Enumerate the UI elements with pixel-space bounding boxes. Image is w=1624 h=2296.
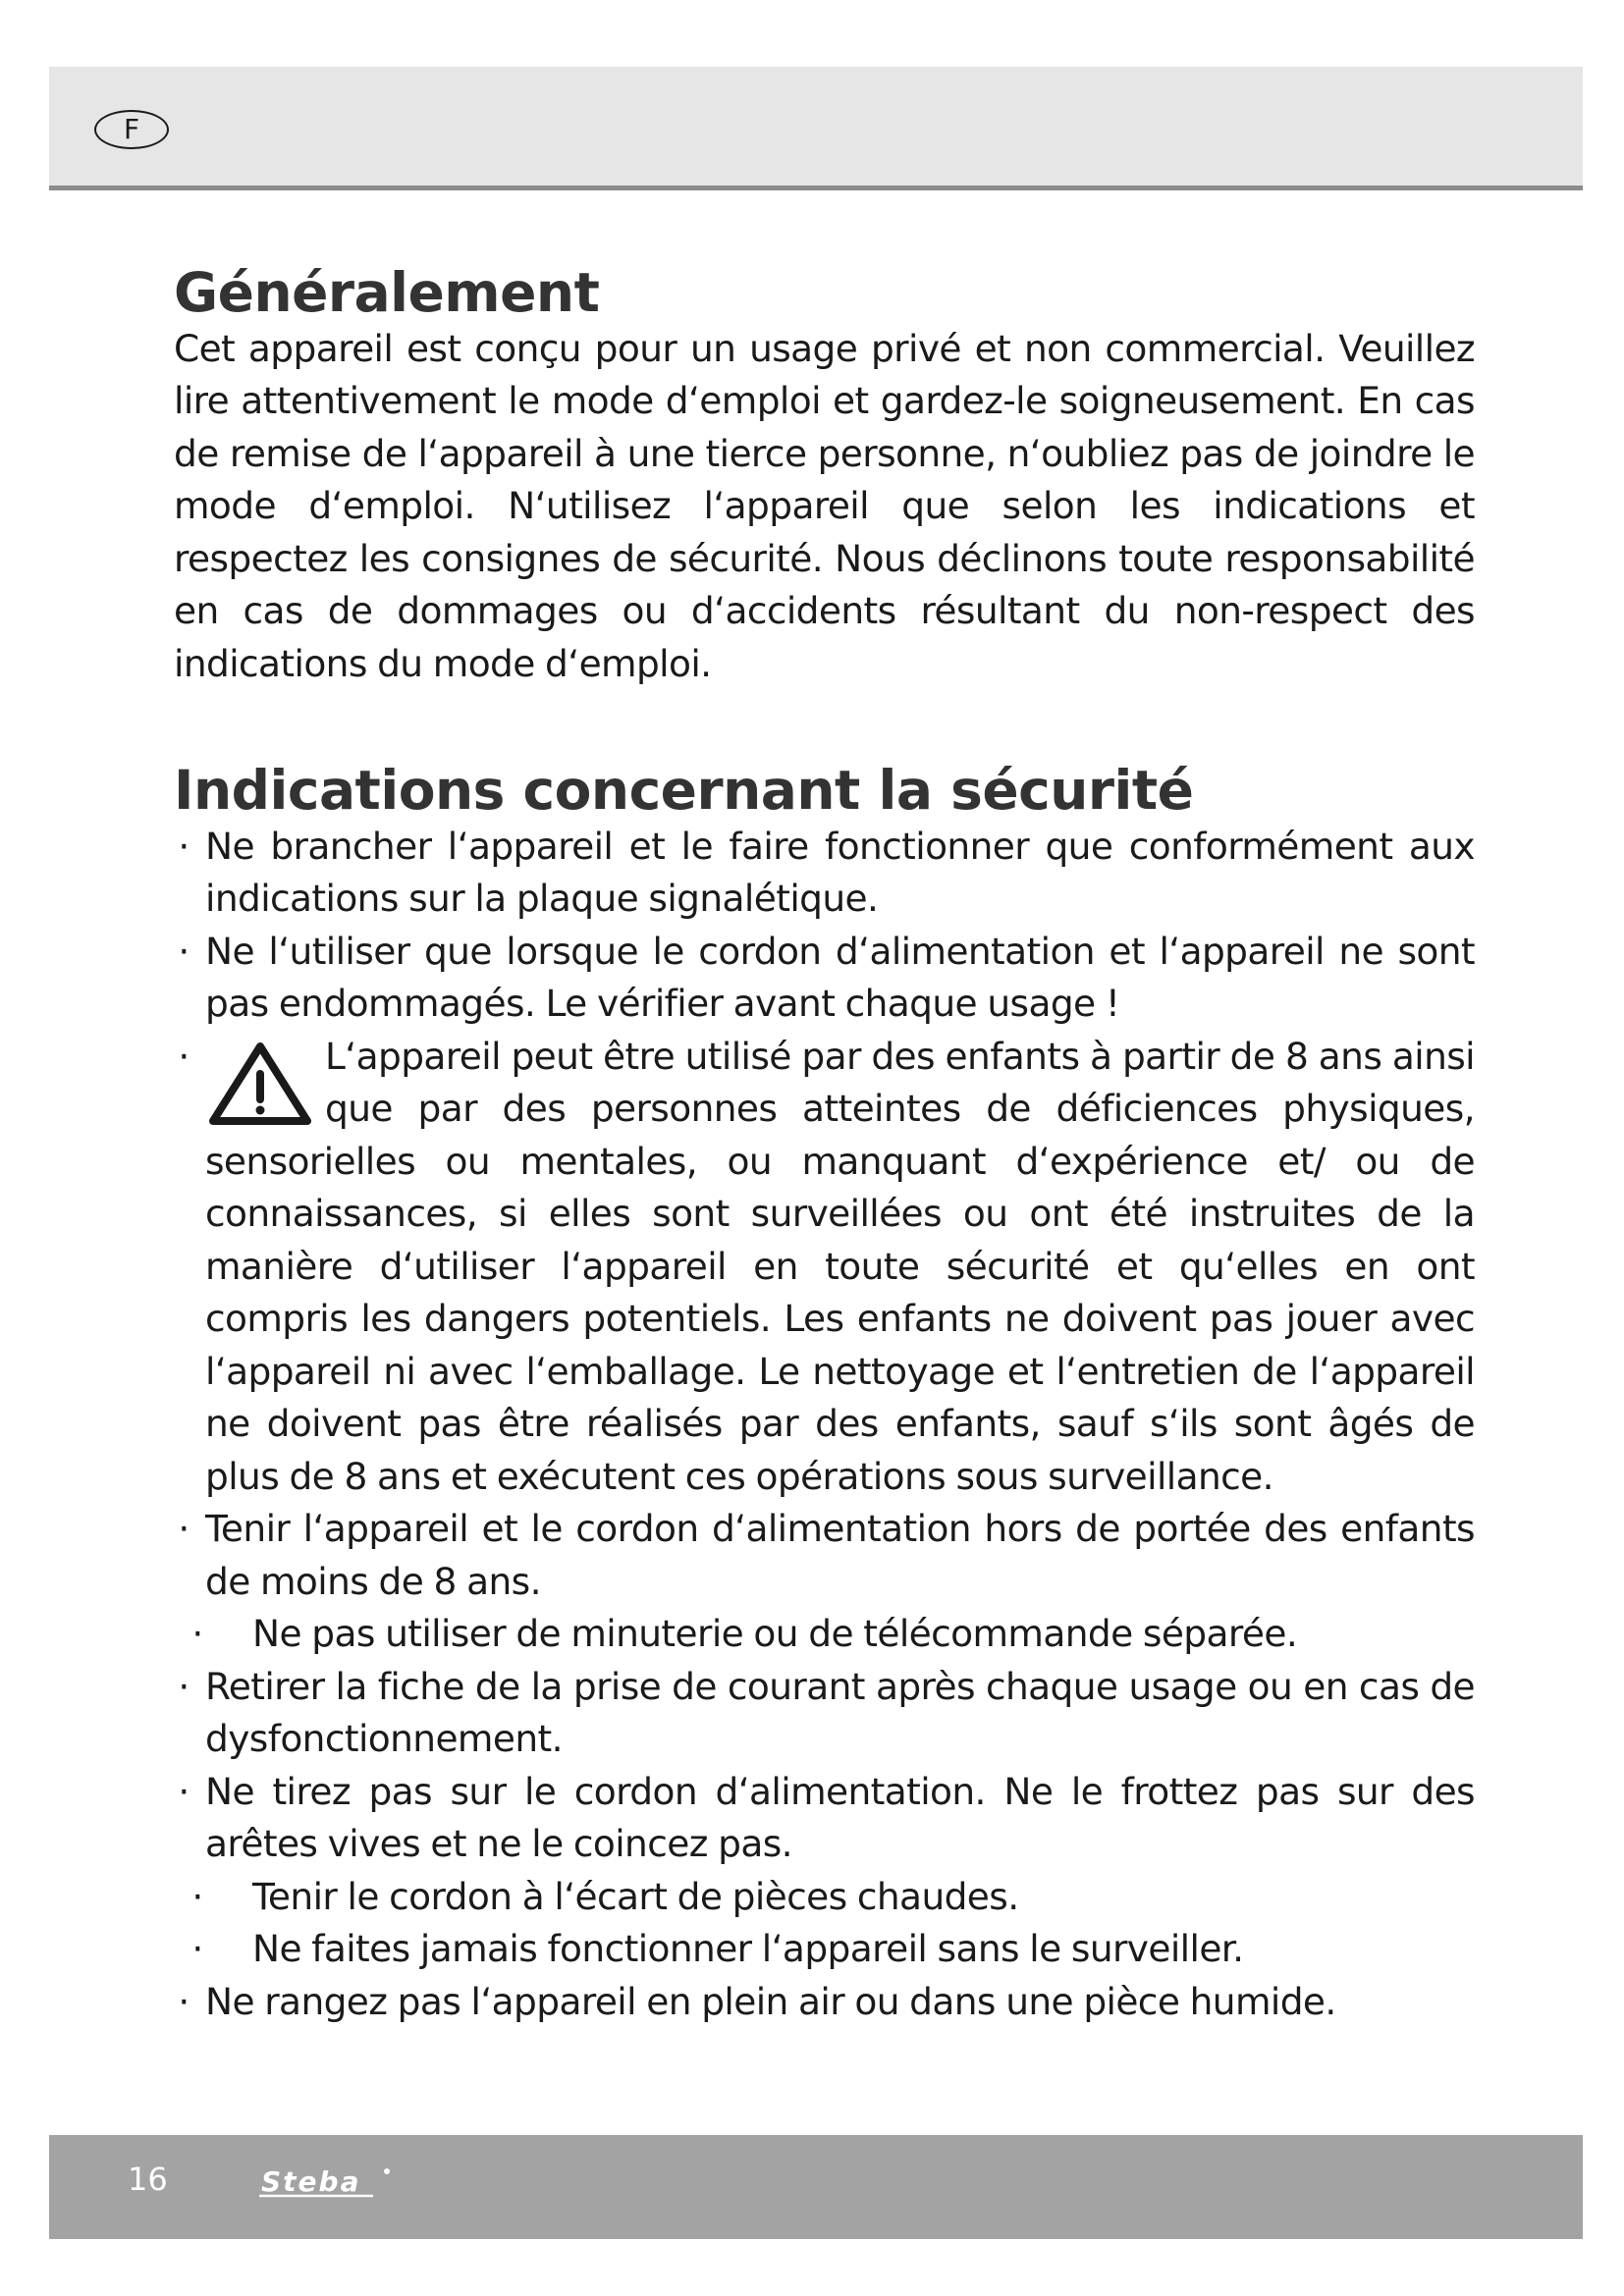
list-item: · Ne rangez pas l‘appareil en plein air ou dans une pièce humide. <box>174 1976 1475 2029</box>
section-safety <box>174 761 1475 2028</box>
list-item: · Ne l‘utiliser que lorsque le cordon d‘alimentation et l‘appareil ne sont pas endommagés. Le vérifier avant chaque usage ! <box>174 926 1475 1031</box>
header-bar <box>49 67 1583 190</box>
bullet-icon: · <box>178 1507 189 1550</box>
page-content <box>174 263 1475 2028</box>
bullet-icon: · <box>191 1927 203 1970</box>
section-general-text: Cet appareil est conçu pour un usage privé et non commercial. Veuillez lire attentivement le mode d‘emploi et gardez-le soigneusement. En cas de remise de l‘appareil à une tierce personne, n‘oubliez pas de joindre le mode d‘emploi. N‘utilisez l‘appareil que selon les indications et respectez les consignes de sécurité. Nous déclinons toute responsabilité en cas de dommages ou d‘accidents résultant du non-respect des indications du mode d‘emploi. <box>174 326 1475 685</box>
list-item: · Ne pas utiliser de minuterie ou de télécommande séparée. <box>174 1608 1475 1661</box>
warning-triangle-icon <box>205 1041 315 1129</box>
list-item: · Retirer la fiche de la prise de courant après chaque usage ou en cas de dysfonctionnement. <box>174 1661 1475 1766</box>
brand-logo <box>257 2163 414 2203</box>
bullet-icon: · <box>178 1034 189 1078</box>
list-item: · L‘appareil peut être utilisé par des enfants à partir de 8 ans ainsi que par des personnes atteintes de déficiences physiques, sensorielles ou mentales, ou manquant d‘expérience et/ ou de connaissances, si elles sont surveillées ou ont été instruites de la manière d‘utiliser l‘appareil en toute sécurité et qu‘elles en ont compris les dangers potentiels. Les enfants ne doivent pas jouer avec l‘appareil ni avec l‘emballage. Le nettoyage et l‘entretien de l‘appareil ne doivent pas être réalisés par des enfants, sauf s‘ils sont âgés de plus de 8 ans et exécutent ces opérations sous surveillance. <box>174 1031 1475 1504</box>
svg-text:Steba: Steba <box>261 2165 361 2198</box>
bullet-icon: · <box>178 929 189 973</box>
list-item: · Tenir le cordon à l‘écart de pièces chaudes. <box>174 1871 1475 1924</box>
language-badge: F <box>94 110 169 149</box>
list-item: · Ne faites jamais fonctionner l‘appareil sans le surveiller. <box>174 1923 1475 1976</box>
bullet-icon: · <box>178 1664 189 1708</box>
list-item: · Tenir l‘appareil et le cordon d‘alimentation hors de portée des enfants de moins de 8 ans. <box>174 1503 1475 1608</box>
safety-list <box>174 821 1475 2029</box>
list-item: · Ne brancher l‘appareil et le faire fonctionner que conformément aux indications sur la plaque signalétique. <box>174 821 1475 926</box>
section-general-title: Généralement <box>174 261 600 324</box>
bullet-icon: · <box>191 1612 203 1655</box>
bullet-icon: · <box>178 1979 189 2023</box>
page-number: 16 <box>128 2161 168 2198</box>
bullet-icon: · <box>191 1874 203 1918</box>
bullet-icon: · <box>178 824 189 868</box>
list-item: · Ne tirez pas sur le cordon d‘alimentation. Ne le frottez pas sur des arêtes vives et ne le coincez pas. <box>174 1766 1475 1871</box>
section-general <box>174 263 1475 690</box>
section-safety-title: Indications concernant la sécurité <box>174 759 1194 822</box>
bullet-icon: · <box>178 1769 189 1813</box>
